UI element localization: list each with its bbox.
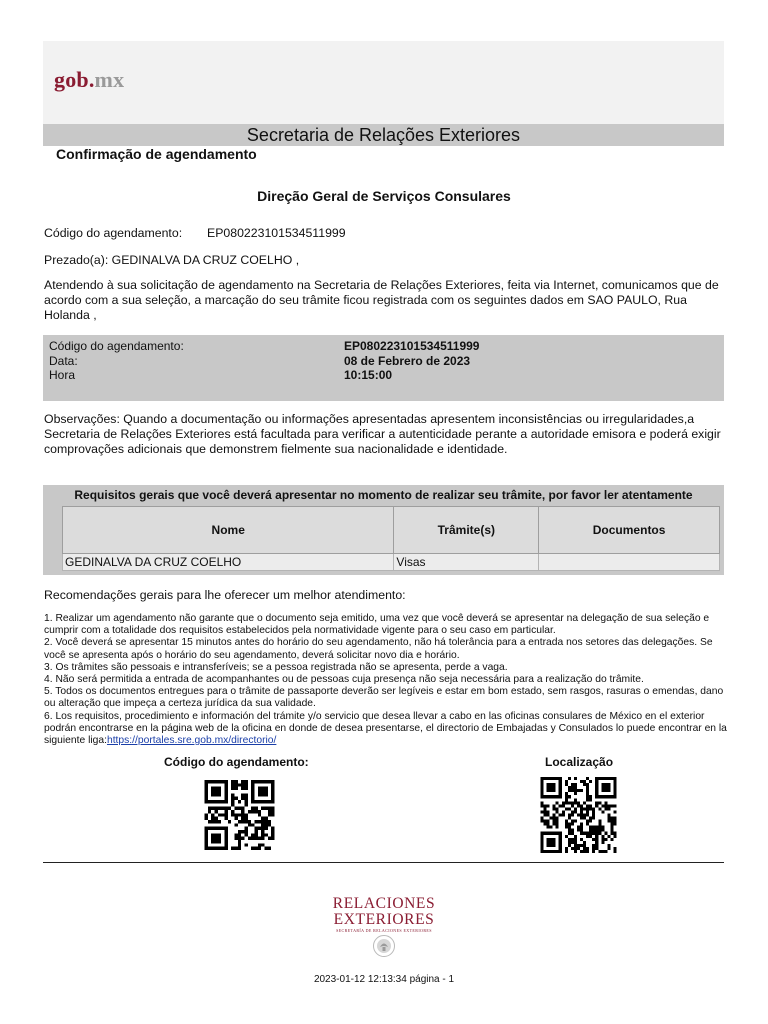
requirements-title: Requisitos gerais que você deverá apresentar no momento de realizar seu trâmite, por favor ler atentamente xyxy=(74,488,693,502)
details-time-label: Hora xyxy=(49,368,76,382)
details-date-label: Data: xyxy=(49,354,78,368)
location-qr-code[interactable] xyxy=(539,777,618,853)
footer-timestamp: 2023-01-12 12:13:34 página - 1 xyxy=(313,974,455,985)
directory-link[interactable]: https://portales.sre.gob.mx/directorio/ xyxy=(106,735,277,747)
column-header-documentos: Documentos xyxy=(539,507,720,554)
recommendations-title: Recomendações gerais para lhe oferecer um melhor atendimento: xyxy=(44,588,406,602)
details-date-value: 08 de Febrero de 2023 xyxy=(344,354,471,368)
logo-gob-text: gob xyxy=(54,67,89,92)
observations-paragraph: Observações: Quando a documentação ou informações apresentadas apresentem inconsistências ou irregularidades,a Secretaria de Relações Exteriores está facultada para verificar a autenticidade perante a autoridade emisora e poderá exigir comprovações adicionais que demonstrem fielmente sua nacionalidade e identidade. xyxy=(44,412,721,456)
list-item-text: 6. Los requisitos, procedimiento e información del trámite y/o servicio que desea llevar a cabo en las oficinas consulares de México en el exterior podrán encontrarse en la página web de la oficina en donde de desea presentarse, el directorio de Embajadas y Consulados lo puede encontrar en la siguiente liga: xyxy=(44,710,727,747)
logo-mx-text: mx xyxy=(94,67,125,92)
list-item xyxy=(44,711,734,748)
details-time-value: 10:15:00 xyxy=(344,368,393,382)
header-band xyxy=(43,41,724,124)
list-item: 4. Não será permitida a entrada de acompanhantes ou de pessoas cuja presença não seja necessária para a realização do trâmite. xyxy=(44,674,644,686)
cell-documentos xyxy=(539,554,720,571)
gob-mx-logo xyxy=(54,67,124,93)
qr-location-label: Localização xyxy=(545,755,614,769)
direction-heading: Direção Geral de Serviços Consulares xyxy=(257,188,511,204)
confirmation-heading: Confirmação de agendamento xyxy=(56,146,257,162)
divider xyxy=(43,862,724,863)
relaciones-exteriores-logo xyxy=(0,896,768,934)
requirements-table xyxy=(62,506,720,571)
table-header-row xyxy=(63,507,720,554)
column-header-name: Nome xyxy=(63,507,394,554)
details-code-label: Código do agendamento: xyxy=(49,339,184,353)
logo-line-2: EXTERIORES xyxy=(333,911,435,928)
list-item: 3. Os trâmites são pessoais e intransferíveis; se a pessoa registrada não se apresenta, perde a vaga. xyxy=(44,661,508,673)
appointment-code-label: Código do agendamento: xyxy=(44,226,183,240)
qr-code-label: Código do agendamento: xyxy=(164,755,309,769)
mexico-seal-icon xyxy=(372,934,396,958)
details-code-value: EP080223101534511999 xyxy=(344,339,480,353)
logo-line-1: RELACIONES xyxy=(332,895,436,912)
greeting: Prezado(a): GEDINALVA DA CRUZ COELHO , xyxy=(44,253,300,267)
logo-line-3: SECRETARÍA DE RELACIONES EXTERIORES xyxy=(336,928,432,933)
column-header-tramites: Trâmite(s) xyxy=(394,507,539,554)
cell-tramite: Visas xyxy=(394,554,539,571)
recommendations-list xyxy=(44,613,734,747)
appointment-code-value: EP080223101534511999 xyxy=(207,226,346,240)
intro-paragraph: Atendendo à sua solicitação de agendamento na Secretaria de Relações Exteriores, feita via Internet, comunicamos que de acordo com a sua seleção, a marcação do seu trâmite ficou registrada com os seguintes dados em SAO PAULO, Rua Holanda , xyxy=(44,278,719,322)
list-item: 5. Todos os documentos entregues para o trâmite de passaporte deverão ser legíveis e estar em bom estado, sem rasgos, rasuras o emendas, dano ou alteração que impeça a certeza jurídica da sua validade. xyxy=(44,686,724,710)
list-item: 2. Você deverá se apresentar 15 minutos antes do horário do seu agendamento, não há tolerância para a entrada nos setores das delegações. Se você se apresenta após o horário do seu agendamento, deverá solicitar novo dia e horário. xyxy=(44,637,713,661)
list-item: 1. Realizar um agendamento não garante que o documento seja emitido, uma vez que você deverá se apresentar na delegação de sua seleção e cumprir com a totalidade dos requisitos estabelecidos pela normatividade vigente para o seu caso em particular. xyxy=(44,613,710,637)
title-band xyxy=(43,124,724,146)
page-title: Secretaria de Relações Exteriores xyxy=(246,125,521,145)
logo-dot-text: . xyxy=(88,67,95,92)
cell-name: GEDINALVA DA CRUZ COELHO xyxy=(63,554,394,571)
appointment-qr-code xyxy=(203,780,276,850)
table-row xyxy=(63,554,720,571)
